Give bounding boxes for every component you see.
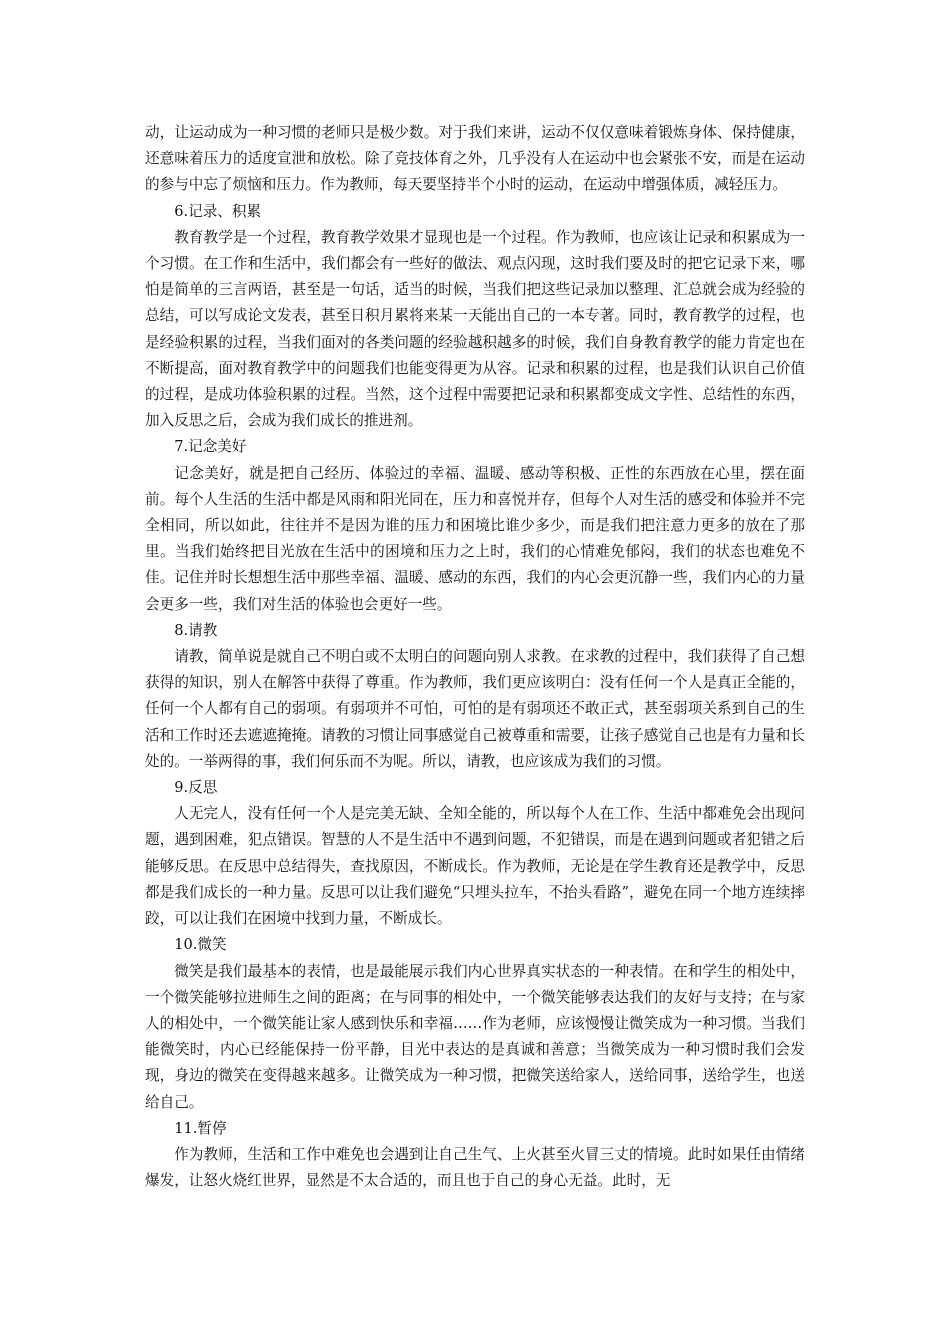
paragraph-reflection: 人无完人，没有任何一个人是完美无缺、全知全能的，所以每个人在工作、生活中都难免会出现问题，遇到困难，犯点错误。智慧的人不是生活中不遇到问题，不犯错误，而是在遇到问题或者犯错之后能够反思。在反思中总结得失，查找原因，不断成长。作为教师，无论是在学生教育还是教学中，反思都是我们成长的一种力量。反思可以让我们避免“只埋头拉车，不抬头看路”，避免在同一个地方连续摔跤，可以让我们在困境中找到力量，不断成长。: [145, 805, 805, 928]
paragraph-record-accumulate: 教育教学是一个过程，教育教学效果才显现也是一个过程。作为教师，也应该让记录和积累成为一个习惯。在工作和生活中，我们都会有一些好的做法、观点闪现，这时我们要及时的把它记录下来，哪怕是简单的三言两语，甚至是一句话，适当的时候，当我们把这些记录加以整理、汇总就会成为经验的总结，可以写成论文发表，甚至日积月累将来某一天能出自己的一本专著。同时，教育教学的过程，也是经验积累的过程，当我们面对的各类问题的经验越积越多的时候，我们自身教育教学的能力肯定也在不断提高，面对教育教学中的问题我们也能变得更为从容。记录和积累的过程，也是我们认识自己价值的过程，是成功体验积累的过程。当然，这个过程中需要把记录和积累都变成文字性、总结性的东西，加入反思之后，会成为我们成长的推进剂。: [145, 228, 805, 430]
paragraph-remember-beauty: 记念美好，就是把自己经历、体验过的幸福、温暖、感动等积极、正性的东西放在心里，摆在面前。每个人生活的生活中都是风雨和阳光同在，压力和喜悦并存，但每个人对生活的感受和体验并不完全相同，所以如此，往往并不是因为谁的压力和困境比谁少多少，而是我们把注意力更多的放在了那里。当我们始终把目光放在生活中的困境和压力之上时，我们的心情难免郁闷，我们的状态也难免不佳。记住并时长想想生活中那些幸福、温暖、感动的东西，我们的内心会更沉静一些，我们内心的力量会更多一些，我们对生活的体验也会更好一些。: [145, 464, 805, 613]
section-heading-11: 11.暂停: [174, 1119, 227, 1137]
section-heading-6: 6.记录、积累: [174, 202, 262, 220]
section-heading-9: 9.反思: [174, 779, 218, 797]
paragraph-ask-advice: 请教，简单说是就自己不明白或不太明白的问题向别人求教。在求教的过程中，我们获得了自己想获得的知识，别人在解答中获得了尊重。作为教师，我们更应该明白：没有任何一个人是真正全能的，任何一个人都有自己的弱项。有弱项并不可怕，可怕的是有弱项还不敢正式，甚至弱项关系到自己的生活和工作时还去遮遮掩掩。请教的习惯让同事感觉自己被尊重和需要，让孩子感觉自己也是有力量和长处的。一举两得的事，我们何乐而不为呢。所以，请教，也应该成为我们的习惯。: [145, 648, 805, 770]
document-page: [145, 120, 805, 1194]
section-heading-8: 8.请教: [174, 621, 218, 639]
section-heading-7: 7.记念美好: [174, 438, 247, 456]
paragraph-pause: 作为教师，生活和工作中难免也会遇到让自己生气、上火甚至火冒三丈的情境。此时如果任由情绪爆发，让怒火烧红世界，显然是不太合适的，而且也于自己的身心无益。此时，无: [145, 1145, 805, 1190]
paragraph-smile: 微笑是我们最基本的表情，也是最能展示我们内心世界真实状态的一种表情。在和学生的相处中，一个微笑能够拉进师生之间的距离；在与同事的相处中，一个微笑能够表达我们的友好与支持；在与家人的相处中，一个微笑能让家人感到快乐和幸福……作为老师，应该慢慢让微笑成为一种习惯。当我们能微笑时，内心已经能保持一份平静，目光中表达的是真诚和善意；当微笑成为一种习惯时我们会发现，身边的微笑在变得越来越多。让微笑成为一种习惯，把微笑送给家人，送给同事，送给学生，也送给自己。: [145, 962, 805, 1111]
section-heading-10: 10.微笑: [174, 936, 227, 954]
paragraph-continuation: 动，让运动成为一种习惯的老师只是极少数。对于我们来讲，运动不仅仅意味着锻炼身体、保持健康，还意味着压力的适度宣泄和放松。除了竞技体育之外，几乎没有人在运动中也会紧张不安，而是在运动的参与中忘了烦恼和压力。作为教师，每天要坚持半个小时的运动，在运动中增强体质，减轻压力。: [145, 124, 805, 194]
